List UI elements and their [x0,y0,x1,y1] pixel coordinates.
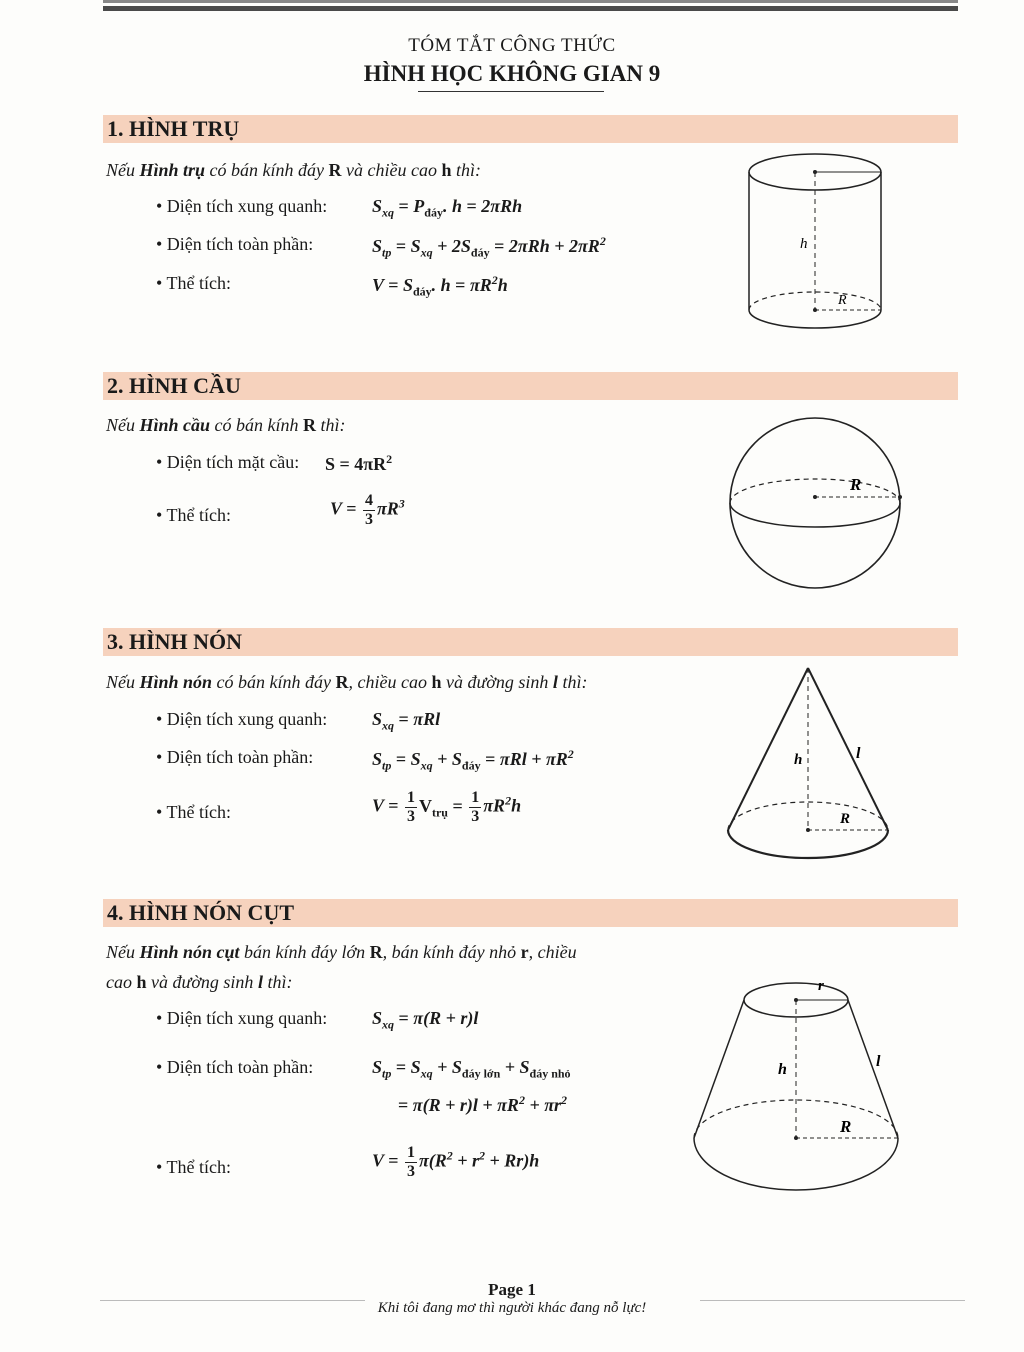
item-label: • Thể tích: [156,802,231,822]
label-r: R [850,475,862,494]
formula-volume: V = $\frac{1}{3}$ $\pi(R^2 + r^2 + Rr)h$ [372,1144,540,1180]
label-r: R [838,293,847,308]
section-intro-cont: cao h và đường sinh l thì: [106,972,293,992]
formula-volume: V = $\frac{1}{3}$ $V_{trụ}$ = $\frac{1}{3}$ $\pi R^2h$ [372,789,522,825]
label-h: h [800,236,808,252]
label-r-small: r [818,978,824,994]
item-label: • Diện tích toàn phần: [156,747,314,767]
document-title: HÌNH HỌC KHÔNG GIAN 9 [363,61,661,86]
label-r: R [840,811,851,827]
label-l: l [856,745,861,762]
label-h: h [794,752,803,768]
section-bar-cylinder [103,115,958,143]
top-rule [103,6,958,11]
formula-total-area: $S_{tp} = S_{xq} + S_{đáy lớn} + S_{đáy nhỏ}$ [372,1057,571,1081]
item-label: • Thể tích: [156,273,231,293]
section-heading: 3. HÌNH NÓN [107,629,243,654]
section-intro: Nếu Hình cầu có bán kính R thì: [106,415,346,435]
frustum-figure [690,970,905,1200]
item-label: • Diện tích xung quanh: [156,1008,328,1028]
formula-total-area-cont: = $\pi(R + r)l + \pi R^2 + \pi r^2$ [398,1093,568,1115]
cylinder-figure [740,150,890,350]
section-intro: Nếu Hình nón có bán kính đáy R, chiều cao h và đường sinh l thì: [106,672,588,692]
item-label: • Thể tích: [156,505,231,525]
sphere-figure [725,415,915,595]
section-intro: Nếu Hình trụ có bán kính đáy R và chiều cao h thì: [106,160,481,180]
title-underline [418,91,604,92]
page-number: Page 1 [488,1280,536,1299]
formula-volume: V = $\frac{4}{3}$ $\pi R^3$ [330,492,405,528]
label-r: R [840,1117,852,1136]
section-heading: 4. HÌNH NÓN CỤT [107,900,295,925]
item-label: • Diện tích toàn phần: [156,1057,314,1077]
item-label: • Diện tích xung quanh: [156,709,328,729]
item-label: • Diện tích xung quanh: [156,196,328,216]
formula-lateral-area: $S_{xq} = \pi Rl$ [372,709,441,733]
item-label: • Diện tích mặt cầu: [156,452,300,472]
label-h: h [778,1061,787,1078]
formula-lateral-area: $S_{xq} = \pi(R + r)l$ [372,1008,479,1032]
formula-volume: $V = S_{đáy}$. $h = \pi R^2h$ [372,273,508,299]
formula-surface-area: $S = 4\pi R^2$ [325,452,393,474]
cone-figure [722,660,897,870]
document-subtitle: TÓM TẮT CÔNG THỨC [408,35,616,56]
section-bar-sphere [103,372,958,400]
section-heading: 1. HÌNH TRỤ [107,116,240,141]
item-label: • Thể tích: [156,1157,231,1177]
section-heading: 2. HÌNH CẦU [107,373,241,398]
footer-motto: Khi tôi đang mơ thì người khác đang nỗ lực! [377,1300,647,1316]
item-label: • Diện tích toàn phần: [156,234,314,254]
label-l: l [876,1053,881,1070]
section-intro: Nếu Hình nón cụt bán kính đáy lớn R, bán kính đáy nhỏ r, chiều [106,942,577,962]
section-bar-cone [103,628,958,656]
formula-total-area: $S_{tp} = S_{xq} + S_{đáy} = \pi Rl + \pi R^2$ [372,747,574,773]
top-rule-thin [103,0,958,3]
formula-total-area: $S_{tp} = S_{xq} + 2S_{đáy} = 2\pi Rh + 2\pi R^2$ [372,234,606,260]
formula-lateral-area: $S_{xq} = P_{đáy}$. h = 2πRh [372,196,523,220]
section-bar-frustum [103,899,958,927]
